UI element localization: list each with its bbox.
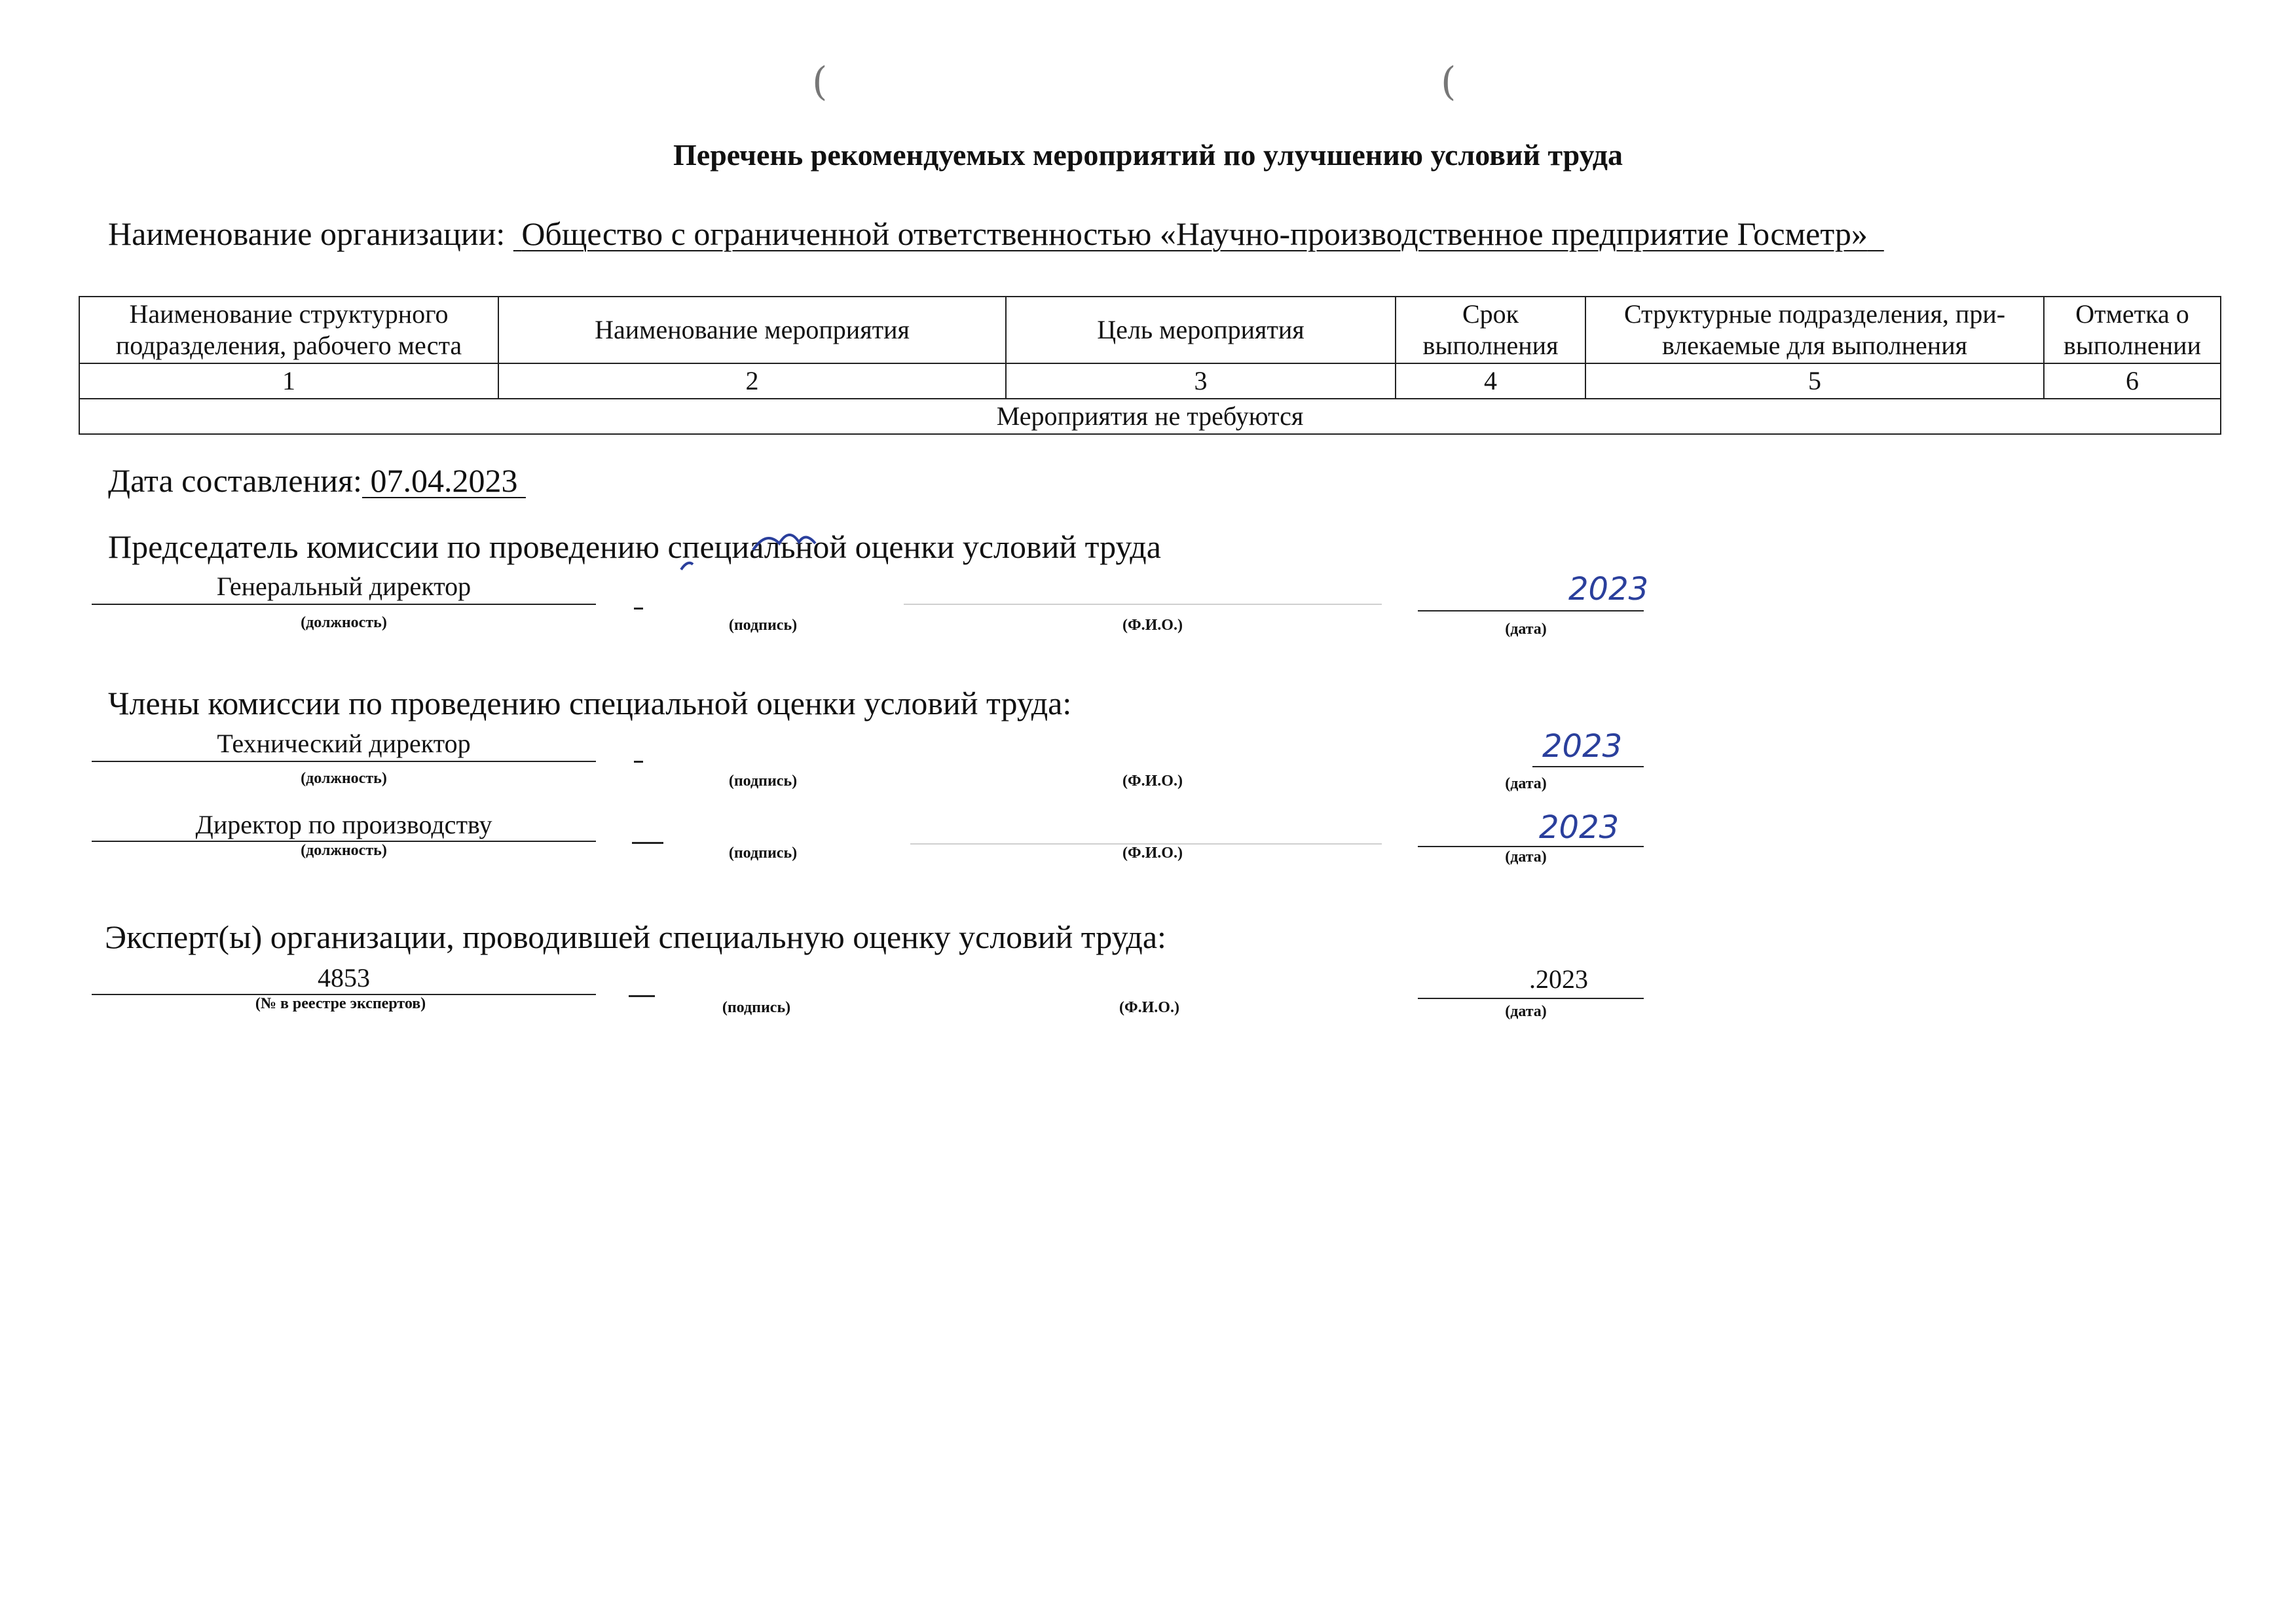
caption-fio: (Ф.И.О.) [1122,773,1183,790]
header-cell: Структурные подразделения, при-влекаемые для выполнения [1585,297,2044,363]
caption-fio: (Ф.И.О.) [1122,617,1183,634]
page-title: Перечень рекомендуемых мероприятий по улучшению условий труда [673,138,1623,172]
organization-line [108,215,1884,253]
caption-signature: (подпись) [728,773,798,790]
member-date-hand: 2023 [1542,728,1623,765]
caption-signature: (подпись) [722,999,791,1016]
scan-mark-left: ( [812,59,828,105]
signature-ink-icon [675,524,858,583]
caption-fio: (Ф.И.О.) [1119,999,1179,1016]
header-cell: Цель мероприятия [1006,297,1396,363]
member-position: Директор по производству [195,810,492,839]
organization-label: Наименование организации: [108,215,506,252]
caption-date: (дата) [1505,775,1547,792]
signature-dash [634,608,643,610]
member-date-hand: 2023 [1539,809,1620,846]
organization-value: Общество с ограниченной ответственностью «Научно-производственное предприятие Госметр» [521,215,1868,252]
number-cell: 1 [79,363,498,399]
caption-date: (дата) [1505,621,1547,638]
date-compiled-label: Дата составления: [108,462,362,499]
scan-mark-right: ( [1441,59,1456,105]
date-compiled-line [108,462,526,500]
caption-signature: (подпись) [728,845,798,862]
caption-fio: (Ф.И.О.) [1122,845,1183,862]
signature-dash [632,842,663,844]
position-line [92,761,596,762]
header-cell: Срок выполнения [1396,297,1585,363]
table-header-row [79,297,2221,363]
date-line [1418,610,1644,611]
chairman-heading: Председатель комиссии по проведению специальной оценки условий труда [108,528,1161,565]
number-cell: 5 [1585,363,2044,399]
caption-date: (дата) [1505,1003,1547,1020]
expert-registry-number: 4853 [318,963,370,993]
table-number-row [79,363,2221,399]
signature-dash [634,761,643,763]
measures-table [79,296,2221,435]
caption-signature: (подпись) [728,617,798,634]
member-position: Технический директор [217,729,471,758]
number-cell: 6 [2044,363,2221,399]
caption-date: (дата) [1505,848,1547,866]
number-cell: 2 [498,363,1006,399]
date-line [1418,998,1644,999]
caption-position: (должность) [301,614,387,631]
date-compiled-value: 07.04.2023 [370,462,518,499]
number-cell: 3 [1006,363,1396,399]
experts-heading: Эксперт(ы) организации, проводившей специальную оценку условий труда: [105,919,1166,955]
position-line [92,604,596,605]
date-line [1532,766,1644,767]
chairman-date-hand: 2023 [1568,571,1649,608]
caption-registry: (№ в реестре экспертов) [255,995,426,1012]
fio-line [904,604,1382,605]
no-measures-note: Мероприятия не требуются [79,399,2221,434]
caption-position: (должность) [301,770,387,787]
expert-date: .2023 [1529,964,1588,994]
signature-dash [629,995,655,997]
header-cell: Наименование мероприятия [498,297,1006,363]
number-cell: 4 [1396,363,1585,399]
date-line [1418,846,1644,847]
table-note-row [79,399,2221,434]
members-heading: Члены комиссии по проведению специальной оценки условий труда: [108,685,1072,721]
chairman-position: Генеральный директор [216,572,472,601]
header-cell: Отметка о выполнении [2044,297,2221,363]
caption-position: (должность) [301,842,387,859]
header-cell: Наименование структурного подразделения, рабочего места [79,297,498,363]
